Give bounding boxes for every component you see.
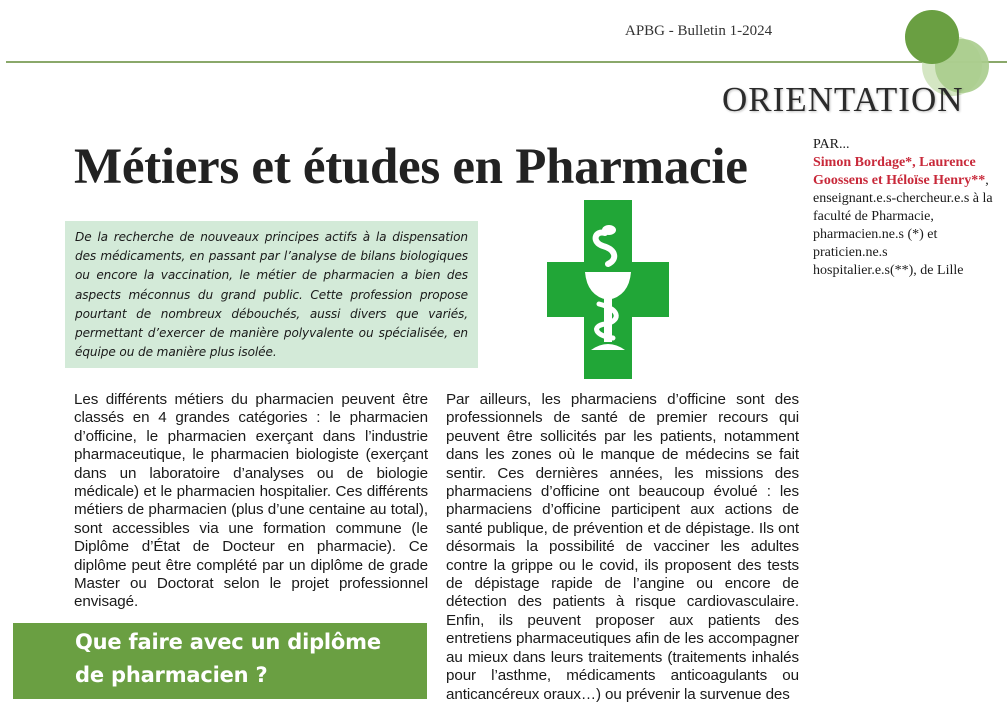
byline-authors: Simon Bordage*, Laurence Goossens et Héloïse Henry** xyxy=(813,155,986,188)
section-label: ORIENTATION xyxy=(722,80,964,119)
subheading: Que faire avec un diplôme de pharmacien ? xyxy=(75,630,381,687)
byline xyxy=(813,136,993,280)
intro-box xyxy=(65,221,478,368)
byline-prefix: PAR... xyxy=(813,137,850,152)
byline-affiliation: , enseignant.e.s-chercheur.e.s à la faculté de Pharmacie, pharmacien.ne.s (*) et praticien.ne.s hospitalier.e.s(**), de Lille xyxy=(813,173,993,278)
intro-text: De la recherche de nouveaux principes actifs à la dispensation des médicaments, en passant par l’analyse de bilans biologiques ou encore la vaccination, le métier de pharmacien a bien des aspects méconnus du grand public. Cette profession propose pourtant de nombreux débouchés, aussi divers que variés, permettant d’exercer de manière polyvalente ou spécialisée, en équipe ou de manière plus isolée. xyxy=(75,230,468,360)
article-title: Métiers et études en Pharmacie xyxy=(74,139,748,195)
subheading-box xyxy=(13,623,427,699)
body-paragraph-1: Les différents métiers du pharmacien peuvent être classés en 4 grandes catégories : le pharmacien d’officine, le pharmacien exerçant dans l’industrie pharmaceutique, le pharmacien biologiste (exerçant dans un laboratoire d’analyses ou de biologie médicale) et le pharmacien hospitalier. Ces différents métiers de pharmacien (plus d’une centaine au total), sont accessibles via une formation commune (le Diplôme d’État de Docteur en pharmacie). Ce diplôme peut être complété par un diplôme de grade Master ou Doctorat selon le projet professionnel envisagé. xyxy=(74,391,428,611)
pharmacy-cross-icon xyxy=(547,200,669,379)
body-column-1 xyxy=(74,391,428,612)
body-column-2 xyxy=(446,391,799,704)
bulletin-label: APBG - Bulletin 1-2024 xyxy=(625,23,773,39)
body-paragraph-2: Par ailleurs, les pharmaciens d’officine sont des professionnels de santé de premier recours qui peuvent être sollicités par les patients, notamment dans les zones où le manque de médecins se fait sentir. Ces dernières années, les missions des pharmaciens d’officine ont beaucoup évolué : les pharmaciens d’officine participent aux actions de santé publique, de prévention et de dépistage. Ils ont désormais la possibilité de vacciner les adultes contre la grippe ou le covid, ils proposent des tests de dépistage rapide de l’angine ou encore de détection des patients à risque cardiovasculaire. Enfin, ils peuvent proposer aux patients des entretiens pharmaceutiques afin de les accompagner au mieux dans leurs traitements (traitements inhalés pour l’asthme, médicaments anticoagulants ou anticancéreux oraux…) ou prévenir la survenue des xyxy=(446,391,799,703)
header-rule xyxy=(6,61,1007,63)
